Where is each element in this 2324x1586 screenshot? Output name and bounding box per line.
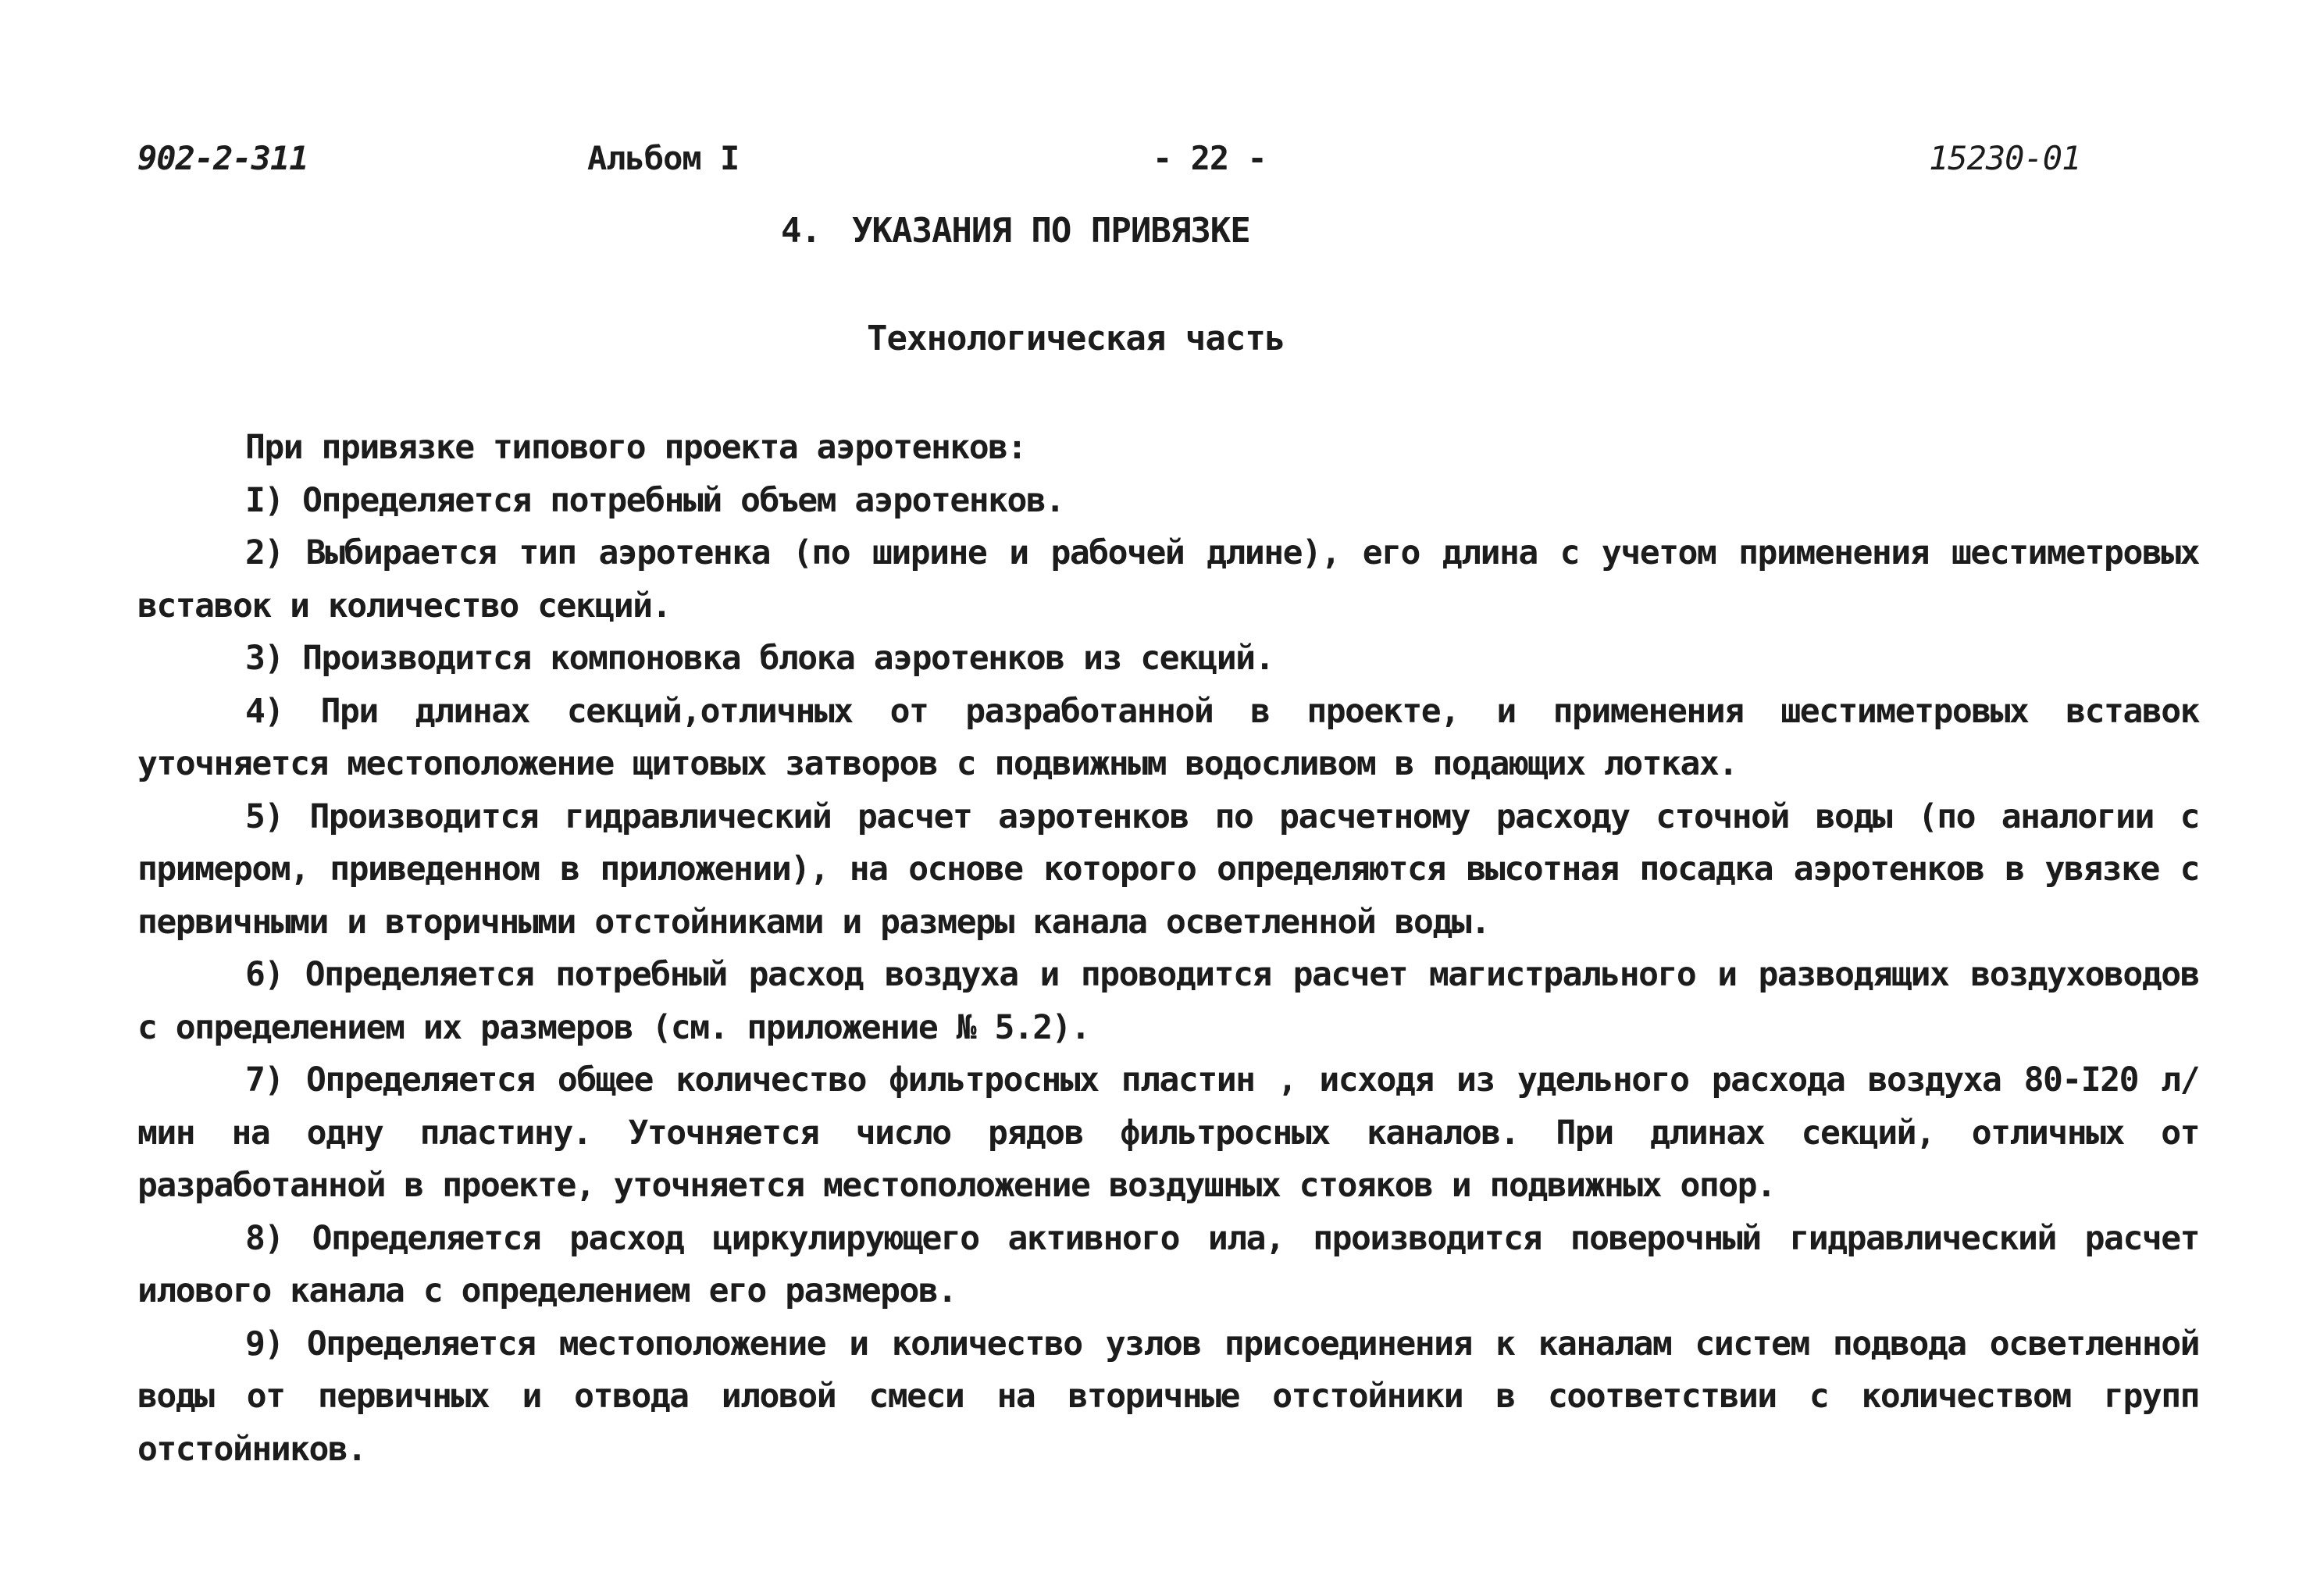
paragraph-item-5: 5) Производится гидравлический расчет аэротенков по расчетному расходу сточной воды (по аналогии с примером, приведенном в приложении), на основе которого определяются высотная посадка аэротенков в увязке с первичными и вторичными отстойниками и размеры канала осветленной воды. <box>137 797 2199 942</box>
section-title: УКАЗАНИЯ ПО ПРИВЯЗКЕ <box>851 211 1250 251</box>
paragraph-item-7: 7) Определяется общее количество фильтросных пластин , исходя из удельного расхода воздуха 80-I20 л/мин на одну пластину. Уточняется число рядов фильтросных каналов. При длинах секций, отличных от разработанной в проекте, уточняется местоположение воздушных стояков и подвижных опор. <box>137 1060 2199 1205</box>
paragraph-item-8: 8) Определяется расход циркулирующего активного ила, производится поверочный гидравлический расчет илового канала с определением его размеров. <box>137 1218 2199 1310</box>
page-number: - 22 - <box>1153 139 1267 177</box>
subsection-title: Технологическая часть <box>867 319 1285 358</box>
body-text <box>137 422 2199 1476</box>
document-code: 902-2-311 <box>137 139 308 177</box>
document-number: 15230-01 <box>1929 139 2081 177</box>
paragraph-item-4: 4) При длинах секций,отличных от разработанной в проекте, и применения шестиметровых вставок уточняется местоположение щитовых затворов с подвижным водосливом в подающих лотках. <box>137 691 2199 783</box>
paragraph-item-3: 3) Производится компоновка блока аэротенков из секций. <box>245 639 1274 678</box>
paragraph-intro: При привязке типового проекта аэротенков: <box>245 428 1026 467</box>
paragraph-item-6: 6) Определяется потребный расход воздуха и проводится расчет магистрального и разводящих воздуховодов с определением их размеров (см. приложение № 5.2). <box>137 955 2199 1047</box>
paragraph-item-1: I) Определяется потребный объем аэротенков. <box>245 480 1064 520</box>
section-number: 4. <box>781 211 821 251</box>
paragraph-item-2: 2) Выбирается тип аэротенка (по ширине и рабочей длине), его длина с учетом применения шестиметровых вставок и количество секций. <box>137 533 2199 625</box>
paragraph-item-9: 9) Определяется местоположение и количество узлов присоединения к каналам систем подвода осветленной воды от первичных и отвода иловой смеси на вторичные отстойники в соответствии с количеством групп отстойников. <box>137 1324 2199 1469</box>
section-heading <box>781 211 1250 251</box>
album-label: Альбом I <box>587 139 740 177</box>
